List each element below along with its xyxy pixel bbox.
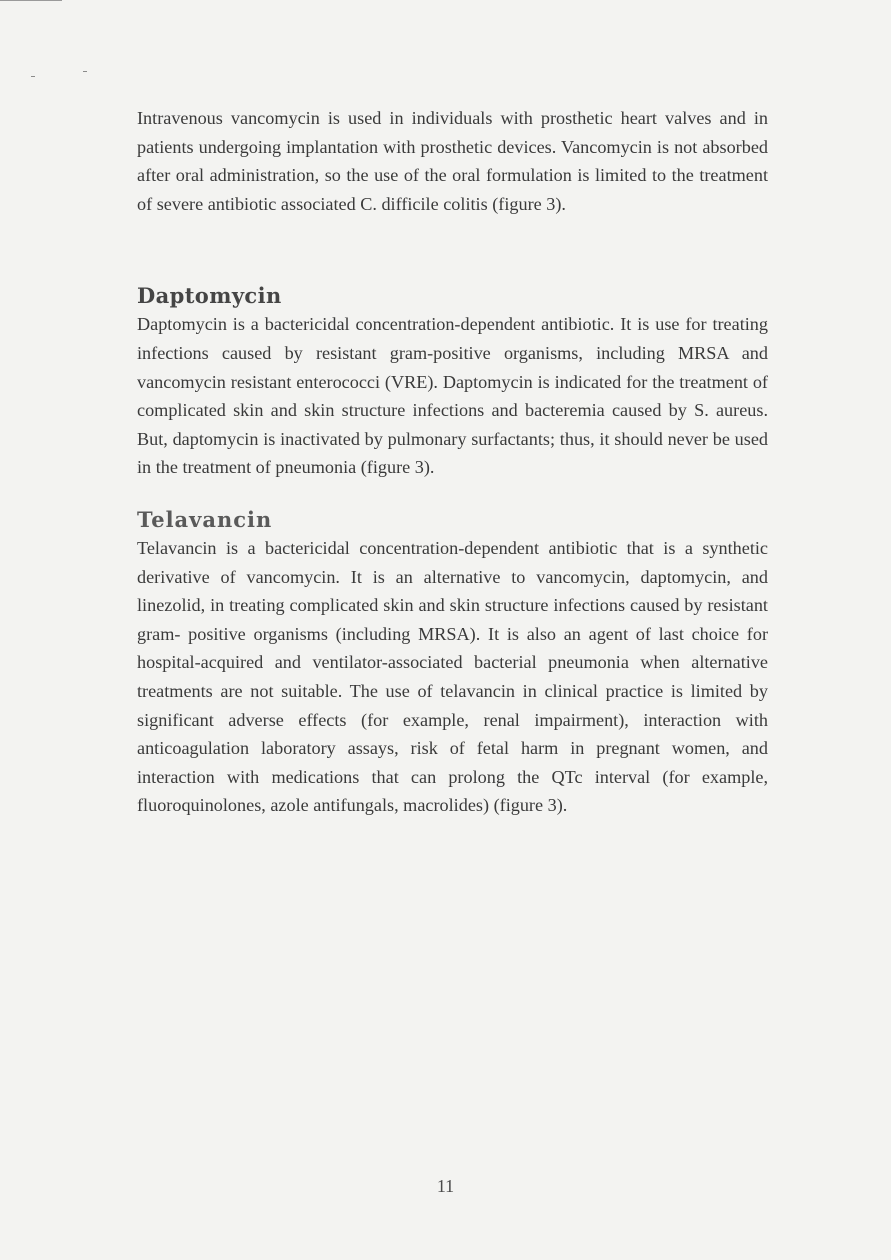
section-paragraph: Daptomycin is a bactericidal concentration-dependent antibiotic. It is use for treating infections caused by resistant gram-positive organisms, including MRSA and vancomycin resistant enterococci (VRE). Daptomycin is indicated for the treatment of complicated skin and skin structure infections and bacteremia caused by S. aureus. But, daptomycin is inactivated by pulmonary surfactants; thus, it should never be used in the treatment of pneumonia (figure 3). — [137, 314, 768, 478]
scan-edge-line — [0, 0, 62, 1]
intro-paragraph: Intravenous vancomycin is used in individuals with prosthetic heart valves and in patients undergoing implantation with prosthetic devices. Vancomycin is not absorbed after oral administration, so the use of the oral formulation is limited to the treatment of severe antibiotic associated C. difficile colitis (figure 3). — [137, 108, 768, 214]
section-paragraph: Telavancin is a bactericidal concentration-dependent antibiotic that is a synthetic derivative of vancomycin. It is an alternative to vancomycin, daptomycin, and linezolid, in treating complicated skin and skin structure infections caused by resistant gram- positive organisms (including MRSA). It is also an agent of last choice for hospital-acquired and ventilator-associated bacterial pneumonia when alternative treatments are not suitable. The use of telavancin in clinical practice is limited by significant adverse effects (for example, renal impairment), interaction with anticoagulation laboratory assays, risk of fetal harm in pregnant women, and interaction with medications that can prolong the QTc interval (for example, fluoroquinolones, azole antifungals, macrolides) (figure 3). — [137, 537, 768, 816]
scan-speck — [83, 71, 87, 72]
section-heading: Daptomycin — [137, 283, 282, 309]
page-number: 11 — [436, 1176, 455, 1196]
section-heading: Telavancin — [137, 506, 273, 532]
section-daptomycin — [137, 282, 768, 482]
section-telavancin — [137, 506, 768, 820]
scan-speck — [31, 76, 35, 77]
page-body — [137, 104, 768, 820]
